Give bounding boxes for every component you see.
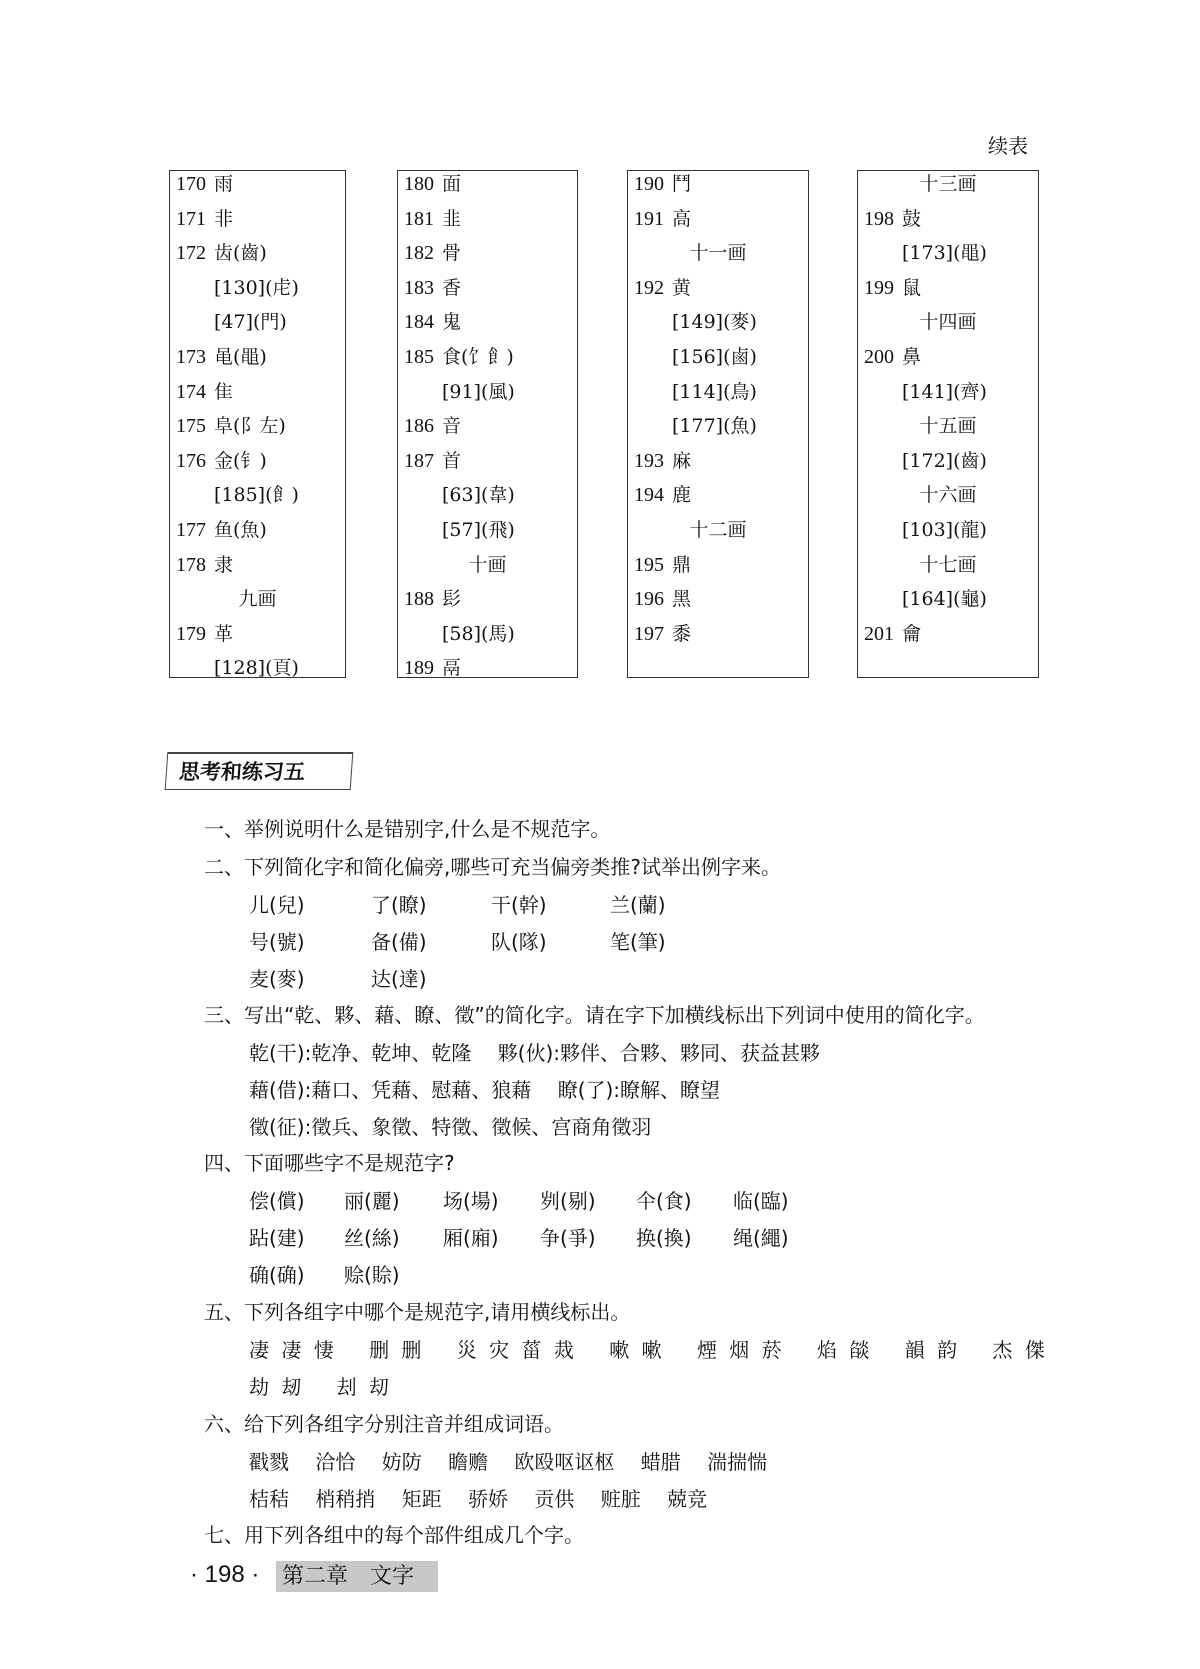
radical-number: 195 bbox=[634, 553, 664, 576]
character-pair: 争(爭) bbox=[540, 1226, 596, 1250]
stroke-count-header bbox=[398, 548, 577, 582]
radical-text: 鱼(魚) bbox=[214, 519, 267, 541]
continued-label: 续表 bbox=[988, 134, 1028, 158]
stroke-count-header bbox=[858, 478, 1038, 512]
radical-number: 178 bbox=[176, 553, 206, 576]
radical-text: [141](齊) bbox=[902, 380, 987, 403]
radical-text: 黍 bbox=[672, 622, 692, 645]
character-pair: 赊(賒) bbox=[344, 1263, 400, 1287]
radical-entry bbox=[404, 305, 461, 339]
radical-entry bbox=[634, 202, 691, 236]
radical-number: 197 bbox=[634, 622, 664, 645]
radical-number: 186 bbox=[404, 415, 434, 438]
radical-entry bbox=[634, 582, 691, 616]
character-pair: 确(确) bbox=[249, 1263, 305, 1287]
radical-text: [114](鳥) bbox=[672, 380, 757, 403]
radical-text: 首 bbox=[442, 449, 462, 472]
radical-entry bbox=[864, 340, 921, 374]
radical-text: [58](馬) bbox=[442, 622, 515, 645]
radical-entry bbox=[634, 167, 691, 201]
radical-cross-ref bbox=[902, 375, 987, 409]
radical-entry bbox=[404, 236, 461, 270]
radical-text: 雨 bbox=[214, 173, 234, 195]
radical-text: 金(钅) bbox=[214, 449, 267, 472]
radical-entry bbox=[404, 202, 461, 236]
character-pair: 厢(廂) bbox=[443, 1226, 499, 1250]
radical-text: 鬲 bbox=[442, 657, 462, 680]
radical-number: 190 bbox=[634, 173, 664, 195]
radical-entry bbox=[634, 271, 691, 305]
radical-number: 196 bbox=[634, 588, 664, 611]
radical-text: [149](麥) bbox=[672, 311, 757, 334]
radical-table-column bbox=[169, 170, 346, 678]
radical-entry bbox=[176, 167, 233, 201]
radical-text: [173](黽) bbox=[902, 242, 987, 265]
question-1: 一、举例说明什么是错别字,什么是不规范字。 bbox=[204, 817, 611, 841]
character-pair: 偿(償) bbox=[249, 1189, 305, 1213]
character-pair: 临(臨) bbox=[733, 1189, 789, 1213]
radical-text: 鼎 bbox=[672, 553, 692, 576]
radical-number: 201 bbox=[864, 622, 894, 645]
character-pair: 了(瞭) bbox=[371, 893, 427, 917]
question-5-line: 凄 凄 悽 删 删 災 灾 菑 烖 嗽 嗽 煙 烟 菸 焰 燄 韻 韵 杰 傑 bbox=[249, 1338, 1048, 1362]
question-6: 六、给下列各组字分别注音并组成词语。 bbox=[204, 1412, 564, 1436]
radical-number: 171 bbox=[176, 207, 206, 230]
radical-text: 齿(齒) bbox=[214, 242, 267, 265]
question-5: 五、下列各组字中哪个是规范字,请用横线标出。 bbox=[204, 1300, 631, 1324]
chapter-label: 第二章 文字 bbox=[276, 1561, 438, 1592]
radical-entry bbox=[634, 478, 691, 512]
radical-number: 175 bbox=[176, 415, 206, 438]
radical-cross-ref bbox=[442, 375, 515, 409]
radical-entry bbox=[176, 548, 233, 582]
radical-text: 十画 bbox=[468, 553, 507, 576]
radical-text: 鼻 bbox=[902, 346, 922, 368]
radical-entry bbox=[176, 202, 233, 236]
radical-cross-ref bbox=[672, 305, 757, 339]
radical-entry bbox=[634, 444, 691, 478]
character-pair: 兰(蘭) bbox=[610, 893, 666, 917]
radical-cross-ref bbox=[214, 478, 299, 512]
question-3-line: 乾(干):乾净、乾坤、乾隆 夥(伙):夥伴、合夥、夥同、获益甚夥 bbox=[249, 1041, 821, 1065]
question-3-line: 藉(借):藉口、凭藉、慰藉、狼藉 瞭(了):瞭解、瞭望 bbox=[249, 1078, 721, 1102]
radical-cross-ref bbox=[672, 409, 757, 443]
radical-entry bbox=[404, 651, 461, 685]
question-7: 七、用下列各组中的每个部件组成几个字。 bbox=[204, 1523, 584, 1547]
stroke-count-header bbox=[858, 548, 1038, 582]
radical-entry bbox=[176, 444, 267, 478]
radical-cross-ref bbox=[902, 444, 987, 478]
radical-text: 鼓 bbox=[902, 207, 922, 230]
character-pair: 麦(麥) bbox=[249, 967, 305, 991]
radical-number: 185 bbox=[404, 346, 434, 368]
character-pair: 笔(筆) bbox=[610, 930, 666, 954]
radical-number: 180 bbox=[404, 173, 434, 195]
stroke-count-header bbox=[858, 305, 1038, 339]
radical-number: 179 bbox=[176, 622, 206, 645]
radical-cross-ref bbox=[902, 513, 987, 547]
stroke-count-header bbox=[858, 409, 1038, 443]
radical-text: [177](魚) bbox=[672, 415, 757, 438]
radical-text: 髟 bbox=[442, 588, 462, 611]
radical-text: 九画 bbox=[238, 588, 277, 611]
radical-text: [91](風) bbox=[442, 380, 515, 403]
radical-text: 龠 bbox=[902, 622, 922, 645]
radical-number: 177 bbox=[176, 519, 206, 541]
character-pair: 跕(建) bbox=[249, 1226, 305, 1250]
radical-cross-ref bbox=[442, 513, 515, 547]
radical-text: 音 bbox=[442, 415, 462, 438]
radical-table-column bbox=[627, 170, 809, 678]
radical-number: 198 bbox=[864, 207, 894, 230]
radical-number: 170 bbox=[176, 173, 206, 195]
radical-number: 192 bbox=[634, 276, 664, 299]
radical-entry bbox=[176, 236, 267, 270]
radical-text: 麻 bbox=[672, 449, 692, 472]
exercise-title: 思考和练习五 bbox=[165, 752, 354, 790]
radical-text: 阜(阝左) bbox=[214, 415, 286, 438]
question-5-line: 劫 刼 刦 刧 bbox=[249, 1375, 393, 1399]
character-pair: 绳(繩) bbox=[733, 1226, 789, 1250]
radical-text: [172](齒) bbox=[902, 449, 987, 472]
radical-table-column bbox=[397, 170, 578, 678]
radical-entry bbox=[634, 548, 691, 582]
radical-text: 韭 bbox=[442, 207, 462, 230]
question-3-line: 徵(征):徵兵、象徵、特徵、徵候、宫商角徵羽 bbox=[249, 1115, 652, 1139]
radical-number: 172 bbox=[176, 242, 206, 265]
radical-text: 面 bbox=[442, 173, 462, 195]
radical-text: 黄 bbox=[672, 276, 692, 299]
character-pair: 队(隊) bbox=[491, 930, 547, 954]
radical-text: 十四画 bbox=[919, 311, 977, 334]
radical-number: 182 bbox=[404, 242, 434, 265]
question-4: 四、下面哪些字不是规范字? bbox=[204, 1151, 455, 1175]
radical-text: [164](龜) bbox=[902, 588, 987, 611]
radical-text: 鼠 bbox=[902, 276, 922, 299]
radical-entry bbox=[176, 617, 233, 651]
character-pair: 换(換) bbox=[636, 1226, 692, 1250]
question-2: 二、下列简化字和简化偏旁,哪些可充当偏旁类推?试举出例字来。 bbox=[204, 855, 781, 879]
radical-number: 176 bbox=[176, 449, 206, 472]
character-pair: 刿(剔) bbox=[540, 1189, 596, 1213]
radical-entry bbox=[404, 444, 461, 478]
radical-text: 十三画 bbox=[919, 173, 977, 195]
radical-entry bbox=[634, 617, 691, 651]
radical-entry bbox=[404, 582, 461, 616]
character-pair: 场(場) bbox=[443, 1189, 499, 1213]
radical-number: 194 bbox=[634, 484, 664, 507]
radical-text: 十一画 bbox=[689, 242, 747, 265]
radical-cross-ref bbox=[902, 236, 987, 270]
radical-entry bbox=[864, 202, 921, 236]
stroke-count-header bbox=[628, 513, 808, 547]
radical-text: [128](頁) bbox=[214, 657, 299, 680]
radical-cross-ref bbox=[442, 617, 515, 651]
radical-text: 黑 bbox=[672, 588, 692, 611]
radical-text: 十六画 bbox=[919, 484, 977, 507]
radical-cross-ref bbox=[214, 271, 299, 305]
radical-text: [47](門) bbox=[214, 311, 287, 334]
character-pair: 丽(麗) bbox=[344, 1189, 400, 1213]
radical-number: 187 bbox=[404, 449, 434, 472]
character-pair: 备(備) bbox=[371, 930, 427, 954]
radical-number: 183 bbox=[404, 276, 434, 299]
page-number: · 198 · bbox=[190, 1561, 260, 1588]
stroke-count-header bbox=[628, 236, 808, 270]
radical-entry bbox=[864, 617, 921, 651]
radical-cross-ref bbox=[672, 340, 757, 374]
radical-cross-ref bbox=[442, 478, 515, 512]
radical-entry bbox=[404, 409, 461, 443]
radical-number: 188 bbox=[404, 588, 434, 611]
radical-text: [63](韋) bbox=[442, 484, 515, 507]
radical-entry bbox=[404, 167, 461, 201]
radical-entry bbox=[176, 375, 233, 409]
radical-number: 191 bbox=[634, 207, 664, 230]
stroke-count-header bbox=[170, 582, 345, 616]
radical-text: 香 bbox=[442, 276, 462, 299]
radical-text: 革 bbox=[214, 622, 234, 645]
radical-text: 食(饣飠) bbox=[442, 346, 514, 368]
radical-text: 十七画 bbox=[919, 553, 977, 576]
radical-text: 鬼 bbox=[442, 311, 462, 334]
question-6-line: 桔秸 梢稍捎 矩距 骄娇 贡供 赃脏 兢竞 bbox=[249, 1487, 708, 1511]
radical-text: [57](飛) bbox=[442, 519, 515, 541]
radical-entry bbox=[404, 340, 514, 374]
question-6-line: 戳戮 洽恰 妨防 瞻赡 欧殴呕讴枢 蜡腊 湍揣惴 bbox=[249, 1450, 768, 1474]
radical-text: 黾(黽) bbox=[214, 346, 267, 368]
radical-cross-ref bbox=[214, 305, 287, 339]
radical-text: [185](飠) bbox=[214, 484, 299, 507]
radical-text: 隹 bbox=[214, 380, 234, 403]
radical-cross-ref bbox=[672, 375, 757, 409]
radical-text: 十五画 bbox=[919, 415, 977, 438]
radical-entry bbox=[176, 340, 267, 374]
radical-table-column bbox=[857, 170, 1039, 678]
character-pair: 儿(兒) bbox=[249, 893, 305, 917]
character-pair: 达(達) bbox=[371, 967, 427, 991]
character-pair: 丝(絲) bbox=[344, 1226, 400, 1250]
radical-text: 十二画 bbox=[689, 519, 747, 541]
radical-cross-ref bbox=[902, 582, 987, 616]
radical-text: 隶 bbox=[214, 553, 234, 576]
radical-text: [130](虍) bbox=[214, 276, 299, 299]
radical-number: 200 bbox=[864, 346, 894, 368]
radical-entry bbox=[176, 513, 267, 547]
radical-number: 174 bbox=[176, 380, 206, 403]
question-3: 三、写出“乾、夥、藉、瞭、徵”的简化字。请在字下加横线标出下列词中使用的简化字。 bbox=[204, 1003, 985, 1027]
radical-number: 184 bbox=[404, 311, 434, 334]
radical-entry bbox=[176, 409, 286, 443]
radical-text: 非 bbox=[214, 207, 234, 230]
radical-number: 199 bbox=[864, 276, 894, 299]
radical-entry bbox=[864, 271, 921, 305]
radical-text: [156](鹵) bbox=[672, 346, 757, 368]
radical-cross-ref bbox=[214, 651, 299, 685]
character-pair: 号(號) bbox=[249, 930, 305, 954]
character-pair: 仐(食) bbox=[636, 1189, 692, 1213]
radical-text: 鬥 bbox=[672, 173, 692, 195]
radical-text: 高 bbox=[672, 207, 692, 230]
radical-number: 193 bbox=[634, 449, 664, 472]
radical-entry bbox=[404, 271, 461, 305]
stroke-count-header bbox=[858, 167, 1038, 201]
radical-number: 189 bbox=[404, 657, 434, 680]
radical-number: 181 bbox=[404, 207, 434, 230]
radical-text: 骨 bbox=[442, 242, 462, 265]
radical-text: 鹿 bbox=[672, 484, 692, 507]
radical-text: [103](龍) bbox=[902, 519, 987, 541]
character-pair: 干(幹) bbox=[491, 893, 547, 917]
radical-number: 173 bbox=[176, 346, 206, 368]
